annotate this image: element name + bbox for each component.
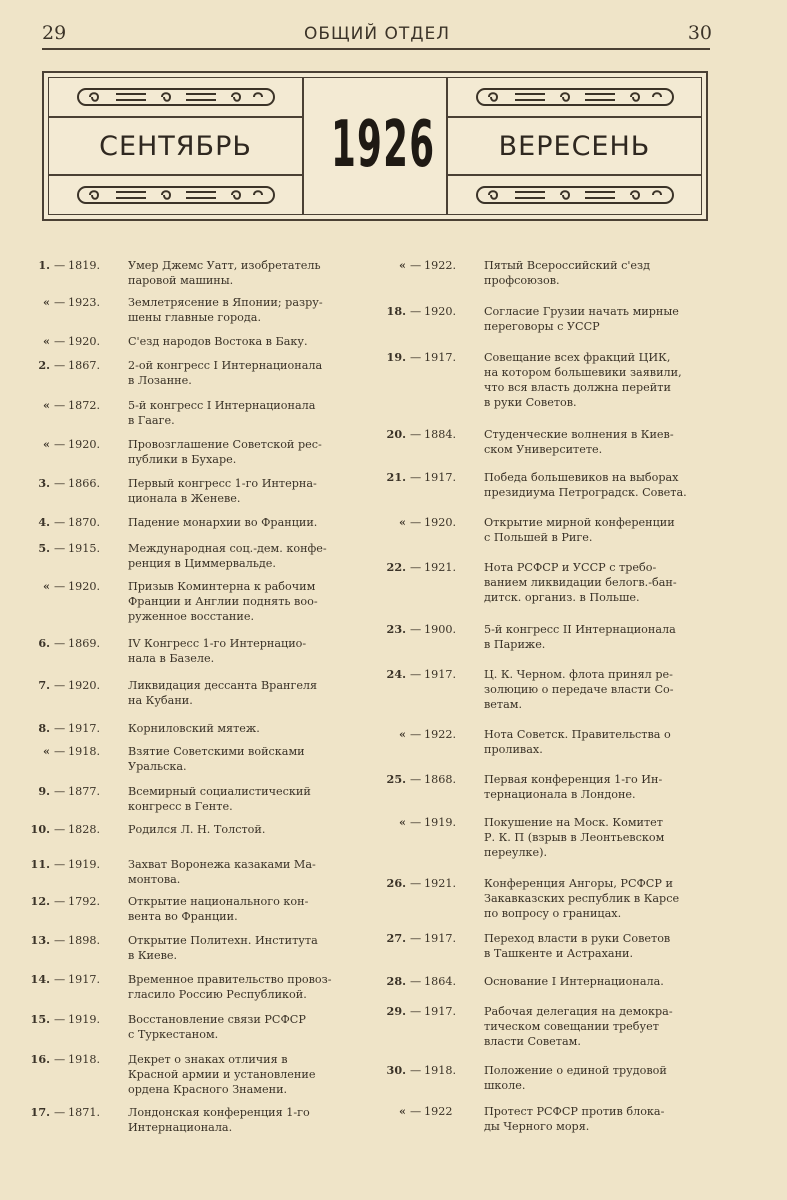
entry-dash: — [410, 877, 422, 890]
entry-text [128, 334, 358, 349]
entry-year: 1915. [68, 542, 101, 555]
entry-text [484, 815, 706, 860]
entry-day: 17. [30, 1105, 50, 1119]
entry-text [484, 622, 706, 652]
entry-dash: — [410, 561, 422, 574]
entry-day: 1. [38, 258, 50, 272]
entry-year: 1871. [68, 1106, 101, 1119]
entry-day: « [399, 1104, 406, 1118]
entry-text-line: Конференция Ангоры, РСФСР и [484, 877, 673, 890]
entry-text-line: монтова. [128, 873, 181, 886]
entry-dash: — [54, 359, 66, 372]
entry-text-line: ском Университете. [484, 443, 603, 456]
entry-text [128, 972, 358, 1002]
entry-text [484, 727, 706, 757]
entry-text-line: вента во Франции. [128, 910, 238, 923]
entry-text-line: Рабочая делегация на демокра- [484, 1005, 673, 1018]
entry-text-line: 2-ой конгресс I Интернационала [128, 359, 323, 372]
entry-text-line: С'езд народов Востока в Баку. [128, 335, 308, 348]
entry-year: 1872. [68, 399, 101, 412]
entry-year: 1920. [68, 438, 101, 451]
entry-day: 9. [38, 784, 50, 798]
entry-text-line: Ц. К. Черном. флота принял ре- [484, 668, 673, 681]
entry-day: 30. [386, 1063, 406, 1077]
entry-text-line: в Гааге. [128, 414, 175, 427]
entry-dash: — [54, 335, 66, 348]
entry-year: 1819. [68, 259, 101, 272]
entry-dash: — [54, 679, 66, 692]
page-header [42, 22, 712, 48]
entry-text-line: тическом совещании требует [484, 1020, 659, 1033]
entry-day: 28. [386, 974, 406, 988]
entry-year: 1921. [424, 877, 457, 890]
entry-dash: — [54, 858, 66, 871]
entry-year: 1918. [424, 1064, 457, 1077]
entry-day: « [399, 258, 406, 272]
entry-dash: — [54, 934, 66, 947]
entry-text-line: Землетрясение в Японии; разру- [128, 296, 323, 309]
entry-text-line: в руки Советов. [484, 396, 577, 409]
entry-text [484, 876, 706, 921]
entry-text [484, 470, 706, 500]
entry-text [128, 857, 358, 887]
month-banner [42, 71, 708, 221]
entry-year: 1919. [424, 816, 457, 829]
entry-text-line: Взятие Советскими войсками [128, 745, 305, 758]
entry-text [484, 772, 706, 802]
entry-text [128, 579, 358, 624]
entry-text-line: Провозглашение Советской рес- [128, 438, 322, 451]
entry-dash: — [410, 975, 422, 988]
entry-day: 3. [38, 476, 50, 490]
entry-text-line: переулке). [484, 846, 548, 859]
entry-text [128, 1052, 358, 1097]
entry-text [484, 1063, 706, 1093]
banner-year-panel [304, 78, 446, 214]
entry-text-line: Декрет о знаках отличия в [128, 1053, 288, 1066]
entry-dash: — [54, 637, 66, 650]
entry-text-line: Пятый Всероссийский с'езд [484, 259, 651, 272]
entry-text-line: школе. [484, 1079, 526, 1092]
entry-text-line: Франции и Англии поднять воо- [128, 595, 318, 608]
entry-text [128, 933, 358, 963]
entry-text-line: Протест РСФСР против блока- [484, 1105, 665, 1118]
entry-text-line: в Ташкенте и Астрахани. [484, 947, 634, 960]
entry-day: 4. [38, 515, 50, 529]
entry-text [128, 894, 358, 924]
entry-text [128, 295, 358, 325]
entry-day: 27. [386, 931, 406, 945]
entry-text-line: золюцию о передаче власти Со- [484, 683, 674, 696]
banner-frame [48, 77, 702, 215]
entry-text-line: ренция в Циммервальде. [128, 557, 276, 570]
entry-year: 1921. [424, 561, 457, 574]
entry-dash: — [410, 1064, 422, 1077]
entry-text-line: ветам. [484, 698, 523, 711]
entry-text-line: что вся власть должна перейти [484, 381, 671, 394]
entry-text [128, 258, 358, 288]
entry-text-line: Основание I Интернационала. [484, 975, 664, 988]
entry-text [128, 358, 358, 388]
entry-day: « [43, 398, 50, 412]
entry-text [484, 974, 706, 989]
entry-text [484, 350, 706, 410]
entry-dash: — [410, 623, 422, 636]
entry-text-line: Корниловский мятеж. [128, 722, 260, 735]
entry-text-line: Первая конференция 1-го Ин- [484, 773, 663, 786]
entry-dash: — [54, 477, 66, 490]
entry-year: 1920. [424, 305, 457, 318]
entry-dash: — [410, 259, 422, 272]
entry-text-line: Открытие мирной конференции [484, 516, 675, 529]
entry-dash: — [410, 305, 422, 318]
entry-day: « [399, 815, 406, 829]
entry-text [484, 258, 706, 288]
entry-text-line: Призыв Коминтерна к рабочим [128, 580, 316, 593]
entry-text-line: гласило Россию Республикой. [128, 988, 307, 1001]
entry-text-line: власти Советам. [484, 1035, 581, 1048]
entry-text [128, 1012, 358, 1042]
entry-text [128, 744, 358, 774]
entry-text-line: ционала в Женеве. [128, 492, 241, 505]
entry-day: 13. [30, 933, 50, 947]
entry-text-line: Лондонская конференция 1-го [128, 1106, 310, 1119]
entry-year: 1870. [68, 516, 101, 529]
entry-year: 1869. [68, 637, 101, 650]
entry-text [128, 678, 358, 708]
entry-text-line: Совещание всех фракций ЦИК, [484, 351, 671, 364]
entry-text-line: Восстановление связи РСФСР [128, 1013, 306, 1026]
header-rule [42, 48, 710, 50]
entry-day: 8. [38, 721, 50, 735]
entry-text-line: руженное восстание. [128, 610, 254, 623]
entry-text-line: ордена Красного Знамени. [128, 1083, 288, 1096]
entry-text-line: Всемирный социалистический [128, 785, 311, 798]
entry-day: 16. [30, 1052, 50, 1066]
entry-text [484, 304, 706, 334]
entry-year: 1917. [68, 722, 101, 735]
entry-text-line: Интернационала. [128, 1121, 233, 1134]
entry-text-line: Закавказских республик в Карсе [484, 892, 680, 905]
month-left-label: СЕНТЯБРЬ [99, 131, 252, 162]
entry-year: 1868. [424, 773, 457, 786]
entry-year: 1920. [68, 335, 101, 348]
entry-text-line: Покушение на Моск. Комитет [484, 816, 663, 829]
entry-text-line: IV Конгресс 1-го Интернацио- [128, 637, 307, 650]
entry-dash: — [410, 1105, 422, 1118]
entry-text-line: 5-й конгресс II Интернационала [484, 623, 676, 636]
entry-day: 29. [386, 1004, 406, 1018]
entry-text-line: Нота Советск. Правительства о [484, 728, 671, 741]
entry-text-line: Р. К. П (взрыв в Леонтьевском [484, 831, 665, 844]
entry-dash: — [410, 428, 422, 441]
entry-dash: — [410, 516, 422, 529]
entry-day: 5. [38, 541, 50, 555]
entry-text-line: Открытие Политехн. Института [128, 934, 318, 947]
entry-year: 1917. [424, 1005, 457, 1018]
entry-dash: — [54, 1106, 66, 1119]
entry-day: 15. [30, 1012, 50, 1026]
entry-text-line: Ликвидация дессанта Врангеля [128, 679, 318, 692]
entry-year: 1922. [424, 259, 457, 272]
entry-text-line: президиума Петроградск. Совета. [484, 486, 687, 499]
entry-year: 1898. [68, 934, 101, 947]
entry-day: 10. [30, 822, 50, 836]
entry-text-line: конгресс в Генте. [128, 800, 233, 813]
entry-text [484, 560, 706, 605]
ornament-icon [448, 78, 701, 118]
entry-text-line: с Польшей в Риге. [484, 531, 593, 544]
entry-dash: — [54, 973, 66, 986]
entry-day: 23. [386, 622, 406, 636]
entry-text [128, 636, 358, 666]
entry-text-line: на котором большевики заявили, [484, 366, 682, 379]
entry-day: 21. [386, 470, 406, 484]
section-title: ОБЩИЙ ОТДЕЛ [303, 24, 451, 44]
entry-text [484, 667, 706, 712]
entry-text-line: Открытие национального кон- [128, 895, 309, 908]
entry-text-line: ванием ликвидации белогв.-бан- [484, 576, 677, 589]
entry-text-line: Нота РСФСР и УССР с требо- [484, 561, 657, 574]
entry-dash: — [410, 932, 422, 945]
entry-text [128, 437, 358, 467]
entry-text [128, 784, 358, 814]
entry-text-line: дитск. организ. в Польше. [484, 591, 640, 604]
entry-text-line: публики в Бухаре. [128, 453, 237, 466]
entry-text-line: в Киеве. [128, 949, 178, 962]
banner-right-panel [446, 78, 701, 214]
entry-text-line: Падение монархии во Франции. [128, 516, 318, 529]
entry-text-line: 5-й конгресс I Интернационала [128, 399, 316, 412]
entry-text-line: в Париже. [484, 638, 546, 651]
entry-year: 1864. [424, 975, 457, 988]
ornament-icon [448, 174, 701, 214]
entry-dash: — [410, 471, 422, 484]
entry-text [484, 931, 706, 961]
entry-text-line: Победа большевиков на выборах [484, 471, 679, 484]
entry-year: 1922. [424, 728, 457, 741]
entry-text [128, 515, 358, 530]
entry-day: 2. [38, 358, 50, 372]
entry-text-line: по вопросу о границах. [484, 907, 622, 920]
entry-year: 1920. [68, 580, 101, 593]
entry-dash: — [54, 785, 66, 798]
entry-dash: — [54, 542, 66, 555]
entry-year: 1919. [68, 858, 101, 871]
entry-text-line: проливах. [484, 743, 543, 756]
entry-year: 1918. [68, 1053, 101, 1066]
entry-day: 12. [30, 894, 50, 908]
entry-day: 14. [30, 972, 50, 986]
entry-dash: — [54, 399, 66, 412]
entry-text [128, 1105, 358, 1135]
entry-day: « [43, 334, 50, 348]
entry-text-line: с Туркестаном. [128, 1028, 219, 1041]
entry-year: 1917. [424, 471, 457, 484]
entry-year: 1917. [68, 973, 101, 986]
entry-year: 1920. [424, 516, 457, 529]
entry-text-line: Красной армии и установление [128, 1068, 316, 1081]
entry-dash: — [54, 722, 66, 735]
entry-day: « [399, 515, 406, 529]
entry-year: 1919. [68, 1013, 101, 1026]
entry-dash: — [54, 895, 66, 908]
entry-day: 18. [386, 304, 406, 318]
entry-day: « [43, 295, 50, 309]
entry-year: 1920. [68, 679, 101, 692]
entry-text-line: паровой машины. [128, 274, 234, 287]
entry-dash: — [410, 351, 422, 364]
entry-day: 19. [386, 350, 406, 364]
entry-text-line: на Кубани. [128, 694, 193, 707]
entry-text-line: профсоюзов. [484, 274, 560, 287]
entry-text-line: нала в Базеле. [128, 652, 215, 665]
entry-text-line: шены главные города. [128, 311, 262, 324]
entry-year: 1917. [424, 351, 457, 364]
entry-day: 25. [386, 772, 406, 786]
entry-dash: — [54, 1053, 66, 1066]
entry-day: « [43, 744, 50, 758]
entry-year: 1917. [424, 668, 457, 681]
entry-text [484, 1004, 706, 1049]
entry-day: 11. [30, 857, 50, 871]
entry-dash: — [54, 745, 66, 758]
entry-text-line: переговоры с УССР [484, 320, 600, 333]
entry-day: « [399, 727, 406, 741]
entry-day: 22. [386, 560, 406, 574]
entry-dash: — [410, 668, 422, 681]
entry-text-line: Студенческие волнения в Киев- [484, 428, 674, 441]
entry-day: « [43, 437, 50, 451]
entry-day: « [43, 579, 50, 593]
entry-day: 6. [38, 636, 50, 650]
ornament-icon [49, 78, 302, 118]
entry-year: 1922 [424, 1105, 453, 1118]
entry-text-line: Уральска. [128, 760, 187, 773]
entry-year: 1828. [68, 823, 101, 836]
entry-day: 24. [386, 667, 406, 681]
entry-text-line: Умер Джемс Уатт, изобретатель [128, 259, 321, 272]
entry-dash: — [54, 580, 66, 593]
entry-year: 1917. [424, 932, 457, 945]
entry-text-line: Международная соц.-дем. конфе- [128, 542, 327, 555]
entry-year: 1877. [68, 785, 101, 798]
entry-text [128, 721, 358, 736]
entry-dash: — [54, 438, 66, 451]
entry-text-line: Переход власти в руки Советов [484, 932, 671, 945]
entry-dash: — [410, 773, 422, 786]
entry-dash: — [54, 296, 66, 309]
entry-day: 7. [38, 678, 50, 692]
entry-dash: — [410, 816, 422, 829]
entry-text [484, 515, 706, 545]
entry-text-line: Согласие Грузии начать мирные [484, 305, 679, 318]
year-label: 1926 [330, 108, 436, 182]
entry-dash: — [54, 1013, 66, 1026]
entry-year: 1792. [68, 895, 101, 908]
entry-text-line: ды Черного моря. [484, 1120, 590, 1133]
entry-year: 1923. [68, 296, 101, 309]
entry-text [128, 398, 358, 428]
entry-dash: — [410, 1005, 422, 1018]
page-number-left: 29 [42, 22, 67, 44]
entry-dash: — [54, 823, 66, 836]
entry-text-line: Захват Воронежа казаками Ма- [128, 858, 316, 871]
entry-text-line: тернационала в Лондоне. [484, 788, 636, 801]
page-number-right: 30 [687, 22, 712, 44]
entry-text-line: Первый конгресс 1-го Интерна- [128, 477, 317, 490]
entry-year: 1918. [68, 745, 101, 758]
entry-year: 1866. [68, 477, 101, 490]
entry-text-line: Положение о единой трудовой [484, 1064, 667, 1077]
entry-dash: — [54, 516, 66, 529]
entry-day: 26. [386, 876, 406, 890]
entry-day: 20. [386, 427, 406, 441]
entry-text-line: в Лозанне. [128, 374, 192, 387]
entry-text [128, 822, 358, 837]
month-right-label: ВЕРЕСЕНЬ [498, 131, 651, 162]
entry-text-line: Временное правительство провоз- [128, 973, 332, 986]
entry-text [128, 541, 358, 571]
entry-year: 1884. [424, 428, 457, 441]
entry-year: 1867. [68, 359, 101, 372]
entry-text [484, 1104, 706, 1134]
entry-text [484, 427, 706, 457]
entry-dash: — [410, 728, 422, 741]
entry-year: 1900. [424, 623, 457, 636]
ornament-icon [49, 174, 302, 214]
entry-text-line: Родился Л. Н. Толстой. [128, 823, 266, 836]
entry-dash: — [54, 259, 66, 272]
entry-text [128, 476, 358, 506]
banner-left-panel [49, 78, 304, 214]
